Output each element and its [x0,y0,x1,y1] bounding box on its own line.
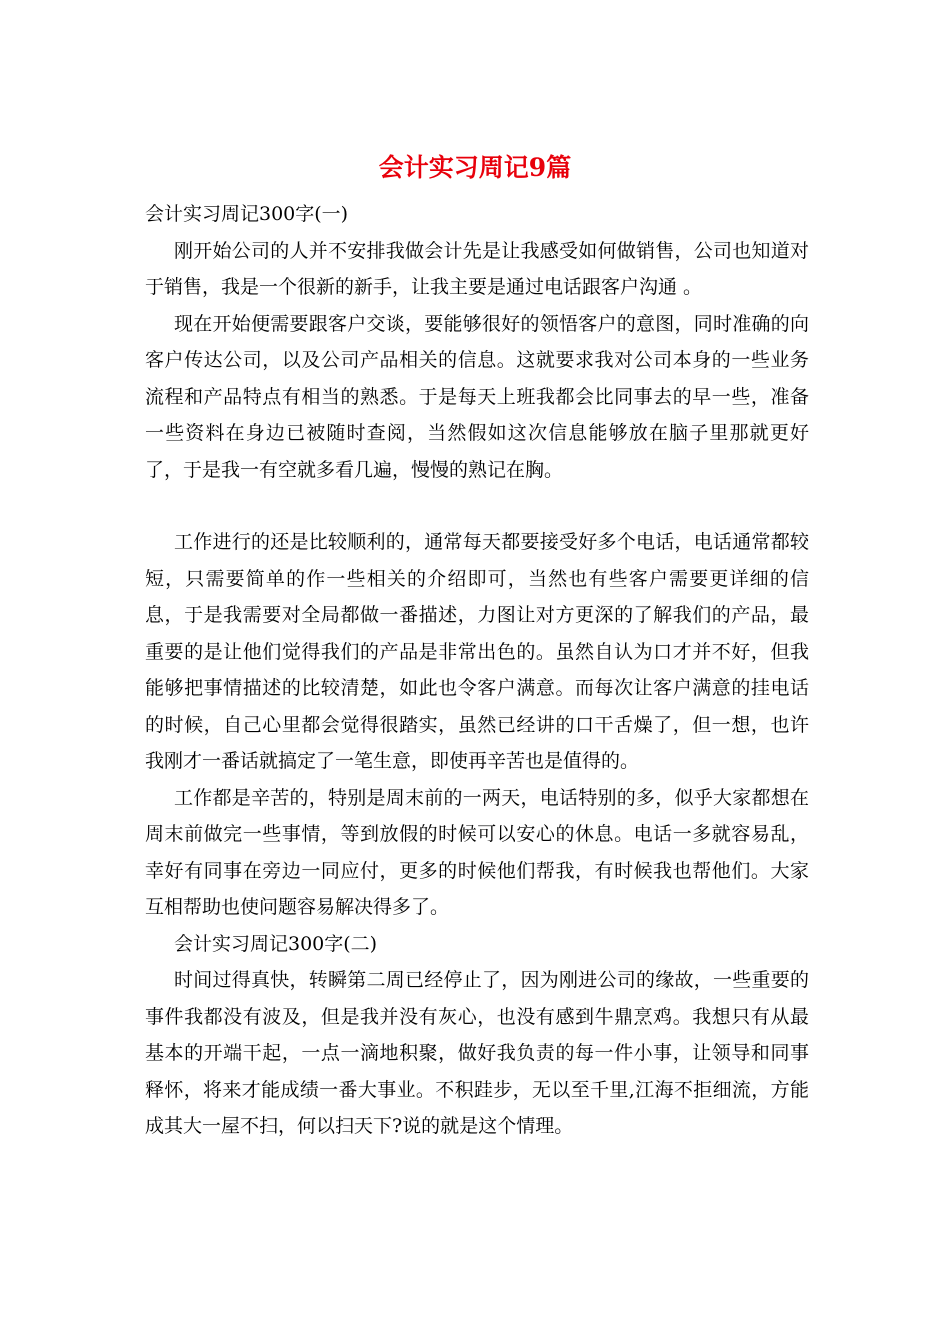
blank-line [145,488,809,524]
document-body [145,196,809,1145]
paragraph-4: 工作都是辛苦的，特别是周末前的一两天，电话特别的多，似乎大家都想在周末前做完一些事情，等到放假的时候可以安心的休息。电话一多就容易乱，幸好有同事在旁边一同应付，更多的时候他们帮我，有时候我也帮他们。大家互相帮助也使问题容易解决得多了。 [145,786,809,918]
section-heading-2: 会计实习周记300字(二) [174,932,378,955]
paragraph-5: 时间过得真快，转瞬第二周已经停止了，因为刚进公司的缘故，一些重要的事件我都没有波及，但是我并没有灰心，也没有感到牛鼎烹鸡。我想只有从最基本的开端干起，一点一滴地积聚，做好我负责的每一件小事，让领导和同事释怀，将来才能成绩一番大事业。不积跬步，无以至千里,江海不拒细流，方能成其大一屋不扫，何以扫天下?说的就是这个情理。 [145,969,809,1137]
paragraph-2: 现在开始便需要跟客户交谈，要能够很好的领悟客户的意图，同时准确的向客户传达公司，以及公司产品相关的信息。这就要求我对公司本身的一些业务流程和产品特点有相当的熟悉。于是每天上班我都会比同事去的早一些，准备一些资料在身边已被随时查阅，当然假如这次信息能够放在脑子里那就更好了，于是我一有空就多看几遍，慢慢的熟记在胸。 [145,312,809,481]
paragraph-3: 工作进行的还是比较顺利的，通常每天都要接受好多个电话，电话通常都较短，只需要简单的作一些相关的介绍即可，当然也有些客户需要更详细的信息，于是我需要对全局都做一番描述，力图让对方更深的了解我们的产品，最重要的是让他们觉得我们的产品是非常出色的。虽然自认为口才并不好，但我能够把事情描述的比较清楚，如此也令客户满意。而每次让客户满意的挂电话的时候，自己心里都会觉得很踏实，虽然已经讲的口干舌燥了，但一想，也许我刚才一番话就搞定了一笔生意，即使再辛苦也是值得的。 [145,531,809,772]
section-heading-1: 会计实习周记300字(一) [145,203,349,225]
document-title: 会计实习周记9篇 [378,153,572,182]
paragraph-1: 刚开始公司的人并不安排我做会计先是让我感受如何做销售，公司也知道对于销售，我是一个很新的新手，让我主要是通过电话跟客户沟通 。 [145,239,809,298]
